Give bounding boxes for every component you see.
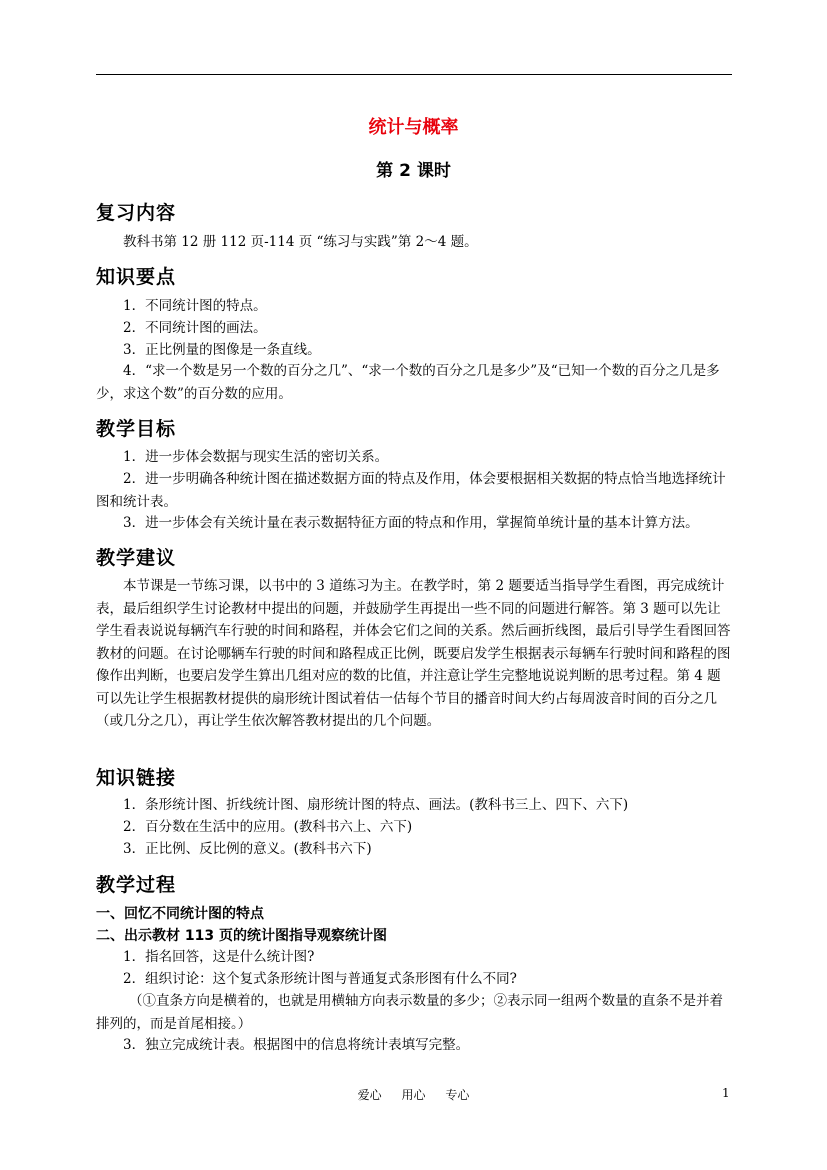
process-item: 3．独立完成统计表。根据图中的信息将统计表填写完整。 — [123, 1037, 470, 1053]
footer-motto: 专心 — [445, 1088, 470, 1102]
link-item: 1．条形统计图、折线统计图、扇形统计图的特点、画法。(教科书三上、四下、六下) — [123, 797, 629, 813]
goal-item: 1．进一步体会数据与现实生活的密切关系。 — [123, 449, 389, 465]
heading-knowledge-links: 知识链接 — [96, 767, 177, 789]
footer-motto: 爱心 — [357, 1088, 382, 1102]
page-number: 1 — [722, 1086, 730, 1100]
process-item: （①直条方向是横着的，也就是用横轴方向表示数量的多少；②表示同一组两个数量的直条不是并着排列的，而是首尾相接。） — [96, 993, 723, 1032]
key-point-item: 2．不同统计图的画法。 — [123, 320, 267, 336]
key-point-item: 1．不同统计图的特点。 — [123, 298, 267, 314]
teaching-suggestion-text: 本节课是一节练习课，以书中的 3 道练习为主。在教学时，第 2 题要适当指导学生看图，再完成统计表，最后组织学生讨论教材中提出的问题，并鼓励学生再提出一些不同的问题进行解答。第 3 题可以先让学生看表说说每辆汽车行驶的时间和路程，并体会它们之间的关系。然后画折线图，最后引导学生看图回答教材的问题。在讨论哪辆车行驶的时间和路程成正比例，既要启发学生根据表示每辆车行驶时间和路程的图像作出判断，也要启发学生算出几组对应的数的比值，并注意让学生完整地说说判断的思考过程。第 4 题可以先让学生根据教材提供的扇形统计图试着估一估每个节目的播音时间大约占每周波音时间的百分之几（或几分之几），再让学生依次解答教材提出的几个问题。 — [96, 578, 731, 729]
header-rule — [96, 74, 732, 75]
key-point-item: 3．正比例量的图像是一条直线。 — [123, 342, 321, 358]
goal-item: 2．进一步明确各种统计图在描述数据方面的特点及作用，体会要根据相关数据的特点恰当地选择统计图和统计表。 — [96, 471, 726, 510]
link-item: 3．正比例、反比例的意义。(教科书六下) — [123, 841, 372, 857]
heading-teaching-process: 教学过程 — [96, 874, 177, 896]
heading-key-points: 知识要点 — [96, 266, 177, 288]
heading-review-content: 复习内容 — [96, 202, 177, 224]
process-step-title: 二、出示教材 113 页的统计图指导观察统计图 — [96, 928, 387, 944]
link-item: 2．百分数在生活中的应用。(教科书六上、六下) — [123, 819, 413, 835]
process-item: 1．指名回答，这是什么统计图? — [123, 949, 315, 965]
page-footer — [0, 1086, 827, 1103]
key-point-item: 4．“求一个数是另一个数的百分之几”、“求一个数的百分之几是多少”及“已知一个数的百分之几是多少，求这个数”的百分数的应用。 — [96, 363, 720, 402]
heading-teaching-suggestions: 教学建议 — [96, 547, 177, 569]
review-content-text: 教科书第 12 册 112 页-114 页 “练习与实践”第 2～4 题。 — [123, 234, 478, 250]
heading-teaching-goals: 教学目标 — [96, 418, 177, 440]
process-item: 2．组织讨论：这个复式条形统计图与普通复式条形图有什么不同? — [123, 971, 517, 987]
process-step-title: 一、回忆不同统计图的特点 — [96, 906, 264, 922]
footer-motto: 用心 — [401, 1088, 426, 1102]
goal-item: 3．进一步体会有关统计量在表示数据特征方面的特点和作用，掌握简单统计量的基本计算方法。 — [123, 515, 699, 531]
lesson-number: 第 2 课时 — [376, 161, 451, 181]
document-title: 统计与概率 — [368, 117, 459, 138]
